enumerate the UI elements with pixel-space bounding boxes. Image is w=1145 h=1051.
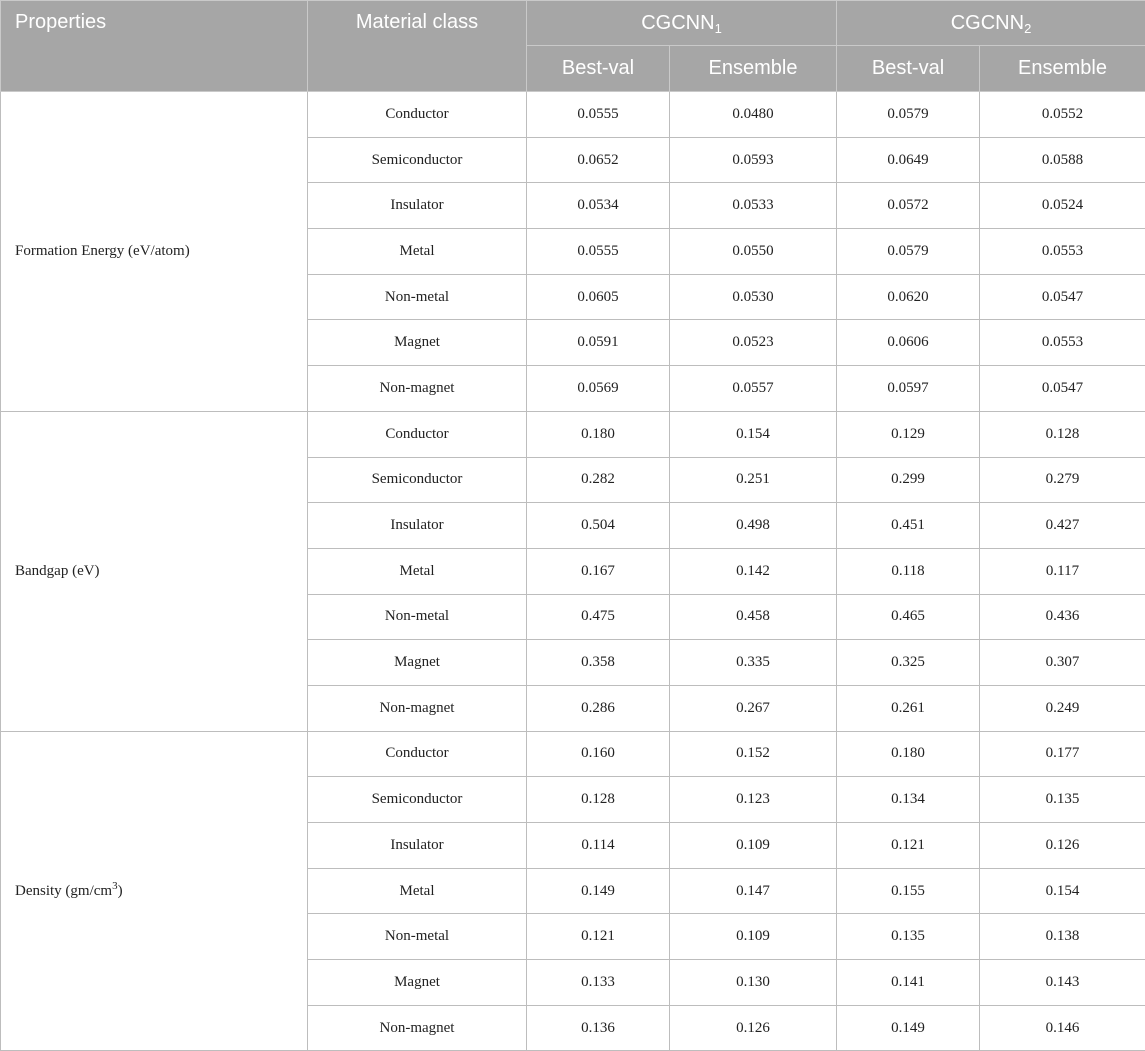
header-model-2-ensemble: Ensemble (980, 46, 1145, 92)
material-class-cell: Conductor (308, 731, 527, 777)
model-1-best-val-cell: 0.282 (527, 457, 670, 503)
material-class-cell: Conductor (308, 92, 527, 138)
model-2-best-val-cell: 0.0579 (837, 229, 980, 275)
model-2-best-val-cell: 0.134 (837, 777, 980, 823)
model-1-best-val-cell: 0.167 (527, 548, 670, 594)
header-model-1-ensemble: Ensemble (670, 46, 837, 92)
model-2-best-val-cell: 0.118 (837, 548, 980, 594)
model-1-best-val-cell: 0.0534 (527, 183, 670, 229)
model-1-best-val-cell: 0.0605 (527, 274, 670, 320)
property-label-tail: ) (117, 882, 123, 899)
model-1-ensemble-cell: 0.152 (670, 731, 837, 777)
header-model-1 (527, 1, 837, 46)
material-class-cell: Metal (308, 868, 527, 914)
model-1-ensemble-cell: 0.126 (670, 1005, 837, 1051)
model-1-best-val-cell: 0.160 (527, 731, 670, 777)
property-cell (1, 411, 308, 731)
model-1-ensemble-cell: 0.130 (670, 960, 837, 1006)
model-1-ensemble-cell: 0.0533 (670, 183, 837, 229)
material-class-cell: Conductor (308, 411, 527, 457)
model-2-ensemble-cell: 0.436 (980, 594, 1145, 640)
model-1-ensemble-cell: 0.154 (670, 411, 837, 457)
model-1-ensemble-cell: 0.251 (670, 457, 837, 503)
material-class-cell: Semiconductor (308, 137, 527, 183)
model-2-ensemble-cell: 0.146 (980, 1005, 1145, 1051)
material-class-cell: Semiconductor (308, 457, 527, 503)
model-2-ensemble-cell: 0.126 (980, 823, 1145, 869)
model-2-best-val-cell: 0.0606 (837, 320, 980, 366)
property-cell (1, 92, 308, 412)
model-1-ensemble-cell: 0.498 (670, 503, 837, 549)
material-class-cell: Magnet (308, 640, 527, 686)
model-2-ensemble-cell: 0.0553 (980, 320, 1145, 366)
property-cell (1, 731, 308, 1051)
property-label: Density (gm/cm (15, 882, 113, 899)
property-label: Bandgap (eV) (15, 562, 100, 579)
model-2-best-val-cell: 0.121 (837, 823, 980, 869)
model-2-best-val-cell: 0.465 (837, 594, 980, 640)
model-1-best-val-cell: 0.358 (527, 640, 670, 686)
material-class-cell: Metal (308, 229, 527, 275)
header-material-class: Material class (308, 1, 527, 92)
model-1-ensemble-cell: 0.109 (670, 823, 837, 869)
model-2-ensemble-cell: 0.0524 (980, 183, 1145, 229)
model-2-ensemble-cell: 0.135 (980, 777, 1145, 823)
model-1-ensemble-cell: 0.0530 (670, 274, 837, 320)
model-1-name: CGCNN (641, 11, 715, 34)
model-1-best-val-cell: 0.136 (527, 1005, 670, 1051)
header-model-2 (837, 1, 1145, 46)
model-1-ensemble-cell: 0.0593 (670, 137, 837, 183)
material-class-cell: Non-magnet (308, 1005, 527, 1051)
model-2-ensemble-cell: 0.117 (980, 548, 1145, 594)
model-2-best-val-cell: 0.180 (837, 731, 980, 777)
model-2-best-val-cell: 0.155 (837, 868, 980, 914)
model-1-ensemble-cell: 0.0480 (670, 92, 837, 138)
table-row (1, 92, 1145, 138)
header-model-2-best-val: Best-val (837, 46, 980, 92)
model-2-ensemble-cell: 0.0553 (980, 229, 1145, 275)
model-2-best-val-cell: 0.261 (837, 685, 980, 731)
model-1-ensemble-cell: 0.267 (670, 685, 837, 731)
model-1-ensemble-cell: 0.123 (670, 777, 837, 823)
model-2-name: CGCNN (950, 11, 1025, 34)
model-2-best-val-cell: 0.129 (837, 411, 980, 457)
model-1-ensemble-cell: 0.0550 (670, 229, 837, 275)
model-2-best-val-cell: 0.135 (837, 914, 980, 960)
model-1-ensemble-cell: 0.109 (670, 914, 837, 960)
model-1-best-val-cell: 0.114 (527, 823, 670, 869)
model-1-ensemble-cell: 0.0523 (670, 320, 837, 366)
table-row (1, 411, 1145, 457)
model-1-best-val-cell: 0.149 (527, 868, 670, 914)
material-class-cell: Magnet (308, 320, 527, 366)
model-1-best-val-cell: 0.180 (527, 411, 670, 457)
header-model-1-best-val: Best-val (527, 46, 670, 92)
model-1-best-val-cell: 0.0591 (527, 320, 670, 366)
material-class-cell: Non-metal (308, 274, 527, 320)
model-1-best-val-cell: 0.0652 (527, 137, 670, 183)
material-class-cell: Non-metal (308, 594, 527, 640)
model-2-best-val-cell: 0.299 (837, 457, 980, 503)
model-2-best-val-cell: 0.0620 (837, 274, 980, 320)
property-unit-superscript: 3 (112, 879, 118, 892)
material-class-cell: Semiconductor (308, 777, 527, 823)
model-2-best-val-cell: 0.141 (837, 960, 980, 1006)
model-2-ensemble-cell: 0.249 (980, 685, 1145, 731)
material-class-cell: Magnet (308, 960, 527, 1006)
model-1-ensemble-cell: 0.458 (670, 594, 837, 640)
model-2-ensemble-cell: 0.177 (980, 731, 1145, 777)
model-2-best-val-cell: 0.0579 (837, 92, 980, 138)
model-2-best-val-cell: 0.0572 (837, 183, 980, 229)
model-1-best-val-cell: 0.0555 (527, 92, 670, 138)
model-2-best-val-cell: 0.149 (837, 1005, 980, 1051)
model-2-ensemble-cell: 0.0552 (980, 92, 1145, 138)
model-1-subscript: 1 (714, 20, 722, 36)
model-1-best-val-cell: 0.0569 (527, 366, 670, 412)
material-class-cell: Non-magnet (308, 366, 527, 412)
model-1-best-val-cell: 0.286 (527, 685, 670, 731)
material-class-cell: Insulator (308, 183, 527, 229)
material-class-cell: Metal (308, 548, 527, 594)
model-1-best-val-cell: 0.121 (527, 914, 670, 960)
model-2-ensemble-cell: 0.128 (980, 411, 1145, 457)
header-properties: Properties (1, 1, 308, 92)
model-2-ensemble-cell: 0.0588 (980, 137, 1145, 183)
model-1-best-val-cell: 0.128 (527, 777, 670, 823)
property-label: Formation Energy (eV/atom) (15, 242, 190, 259)
model-2-ensemble-cell: 0.154 (980, 868, 1145, 914)
model-2-subscript: 2 (1024, 20, 1032, 36)
model-2-ensemble-cell: 0.0547 (980, 274, 1145, 320)
model-2-ensemble-cell: 0.427 (980, 503, 1145, 549)
model-2-best-val-cell: 0.0649 (837, 137, 980, 183)
model-2-best-val-cell: 0.325 (837, 640, 980, 686)
model-2-ensemble-cell: 0.138 (980, 914, 1145, 960)
model-1-best-val-cell: 0.504 (527, 503, 670, 549)
table-body (1, 92, 1145, 1051)
table-row (1, 731, 1145, 777)
model-1-ensemble-cell: 0.0557 (670, 366, 837, 412)
model-2-ensemble-cell: 0.279 (980, 457, 1145, 503)
model-2-ensemble-cell: 0.307 (980, 640, 1145, 686)
material-class-cell: Non-magnet (308, 685, 527, 731)
material-class-cell: Non-metal (308, 914, 527, 960)
model-1-best-val-cell: 0.0555 (527, 229, 670, 275)
model-2-best-val-cell: 0.0597 (837, 366, 980, 412)
material-class-cell: Insulator (308, 503, 527, 549)
model-1-ensemble-cell: 0.147 (670, 868, 837, 914)
model-1-best-val-cell: 0.133 (527, 960, 670, 1006)
model-1-ensemble-cell: 0.142 (670, 548, 837, 594)
model-1-best-val-cell: 0.475 (527, 594, 670, 640)
model-2-ensemble-cell: 0.0547 (980, 366, 1145, 412)
model-2-best-val-cell: 0.451 (837, 503, 980, 549)
model-2-ensemble-cell: 0.143 (980, 960, 1145, 1006)
model-1-ensemble-cell: 0.335 (670, 640, 837, 686)
table-header (1, 1, 1145, 92)
material-class-cell: Insulator (308, 823, 527, 869)
